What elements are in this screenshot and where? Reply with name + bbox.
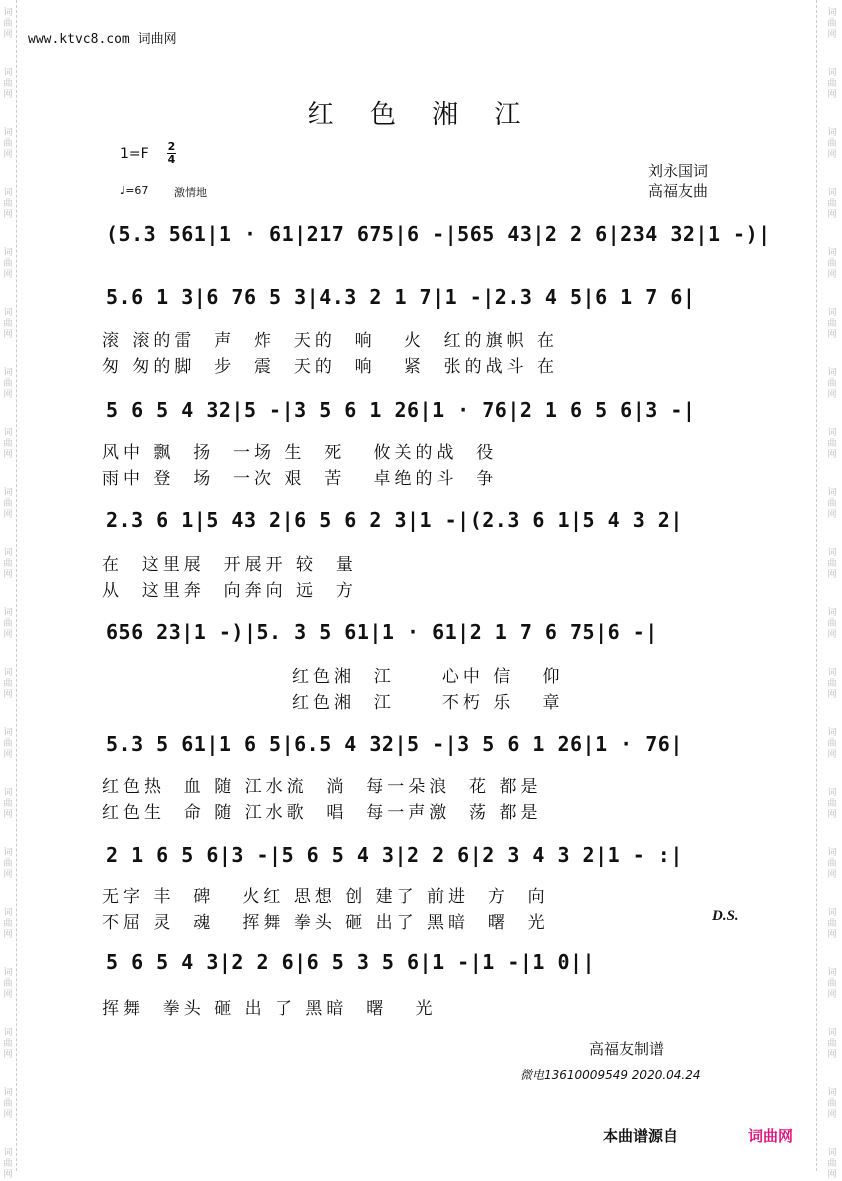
watermark-glyph: 网 — [827, 450, 837, 460]
watermark-mark — [2, 1088, 14, 1121]
watermark-mark — [826, 8, 838, 41]
watermark-glyph: 网 — [827, 810, 837, 820]
watermark-mark — [2, 668, 14, 701]
lyric-line: 在 这里展 开展开 较 量 — [102, 555, 357, 575]
watermark-glyph: 网 — [827, 570, 837, 580]
watermark-mark — [2, 848, 14, 881]
watermark-glyph: 词 — [827, 608, 837, 618]
watermark-glyph: 网 — [827, 990, 837, 1000]
watermark-glyph: 网 — [827, 870, 837, 880]
watermark-mark — [2, 428, 14, 461]
watermark-glyph: 词 — [3, 608, 13, 618]
watermark-glyph: 曲 — [827, 919, 837, 929]
watermark-glyph: 词 — [3, 848, 13, 858]
contact-info: 微电13610009549 2020.04.24 — [520, 1068, 701, 1082]
watermark-glyph: 曲 — [3, 319, 13, 329]
watermark-glyph: 词 — [827, 68, 837, 78]
watermark-mark — [826, 1088, 838, 1121]
watermark-glyph: 曲 — [827, 859, 837, 869]
watermark-glyph: 词 — [3, 128, 13, 138]
watermark-glyph: 曲 — [3, 919, 13, 929]
watermark-mark — [826, 368, 838, 401]
watermark-mark — [826, 788, 838, 821]
watermark-glyph: 网 — [3, 750, 13, 760]
notation-line: 5 6 5 4 3|2 2 6|6 5 3 5 6|1 -|1 -|1 0|| — [106, 950, 596, 974]
key-signature: 1=F — [120, 146, 149, 162]
watermark-mark — [826, 668, 838, 701]
watermark-glyph: 网 — [3, 690, 13, 700]
watermark-glyph: 曲 — [3, 1159, 13, 1169]
time-signature — [167, 142, 176, 165]
watermark-glyph: 网 — [827, 150, 837, 160]
watermark-glyph: 词 — [3, 248, 13, 258]
watermark-glyph: 曲 — [827, 559, 837, 569]
watermark-glyph: 网 — [3, 270, 13, 280]
watermark-glyph: 词 — [827, 1148, 837, 1158]
watermark-glyph: 词 — [3, 368, 13, 378]
watermark-glyph: 网 — [827, 930, 837, 940]
watermark-mark — [2, 308, 14, 341]
watermark-glyph: 网 — [3, 210, 13, 220]
watermark-glyph: 曲 — [3, 739, 13, 749]
watermark-glyph: 网 — [827, 90, 837, 100]
watermark-glyph: 词 — [827, 968, 837, 978]
watermark-glyph: 网 — [3, 570, 13, 580]
lyric-line: 红色湘 江 不朽 乐 章 — [292, 693, 564, 713]
brand-logo[interactable]: 词曲网 — [748, 1127, 794, 1145]
watermark-mark — [2, 248, 14, 281]
watermark-glyph: 词 — [827, 788, 837, 798]
watermark-glyph: 词 — [827, 848, 837, 858]
lyricist-credit: 刘永国词 — [648, 162, 709, 180]
watermark-mark — [2, 788, 14, 821]
watermark-glyph: 曲 — [827, 199, 837, 209]
watermark-glyph: 网 — [3, 930, 13, 940]
watermark-mark — [2, 188, 14, 221]
lyric-line: 滚 滚的雷 声 炸 天的 响 火 红的旗帜 在 — [102, 331, 559, 351]
watermark-glyph: 曲 — [3, 79, 13, 89]
watermark-mark — [2, 488, 14, 521]
watermark-mark — [826, 548, 838, 581]
tempo-mark: ♩=67 — [120, 184, 149, 197]
composer-credit: 高福友曲 — [648, 182, 709, 200]
watermark-glyph: 词 — [3, 788, 13, 798]
watermark-glyph: 网 — [3, 150, 13, 160]
watermark-mark — [826, 308, 838, 341]
watermark-glyph: 词 — [827, 1028, 837, 1038]
watermark-glyph: 词 — [827, 368, 837, 378]
watermark-glyph: 词 — [3, 488, 13, 498]
lyric-line: 雨中 登 场 一次 艰 苦 卓绝的斗 争 — [102, 469, 498, 489]
watermark-glyph: 曲 — [827, 1039, 837, 1049]
watermark-glyph: 词 — [827, 128, 837, 138]
watermark-mark — [2, 908, 14, 941]
watermark-glyph: 网 — [827, 1170, 837, 1180]
watermark-glyph: 网 — [3, 390, 13, 400]
watermark-mark — [2, 8, 14, 41]
left-margin-line — [16, 0, 17, 1171]
lyric-line: 从 这里奔 向奔向 远 方 — [102, 581, 357, 601]
watermark-glyph: 曲 — [827, 739, 837, 749]
watermark-glyph: 曲 — [827, 319, 837, 329]
watermark-glyph: 网 — [827, 1110, 837, 1120]
watermark-glyph: 网 — [3, 870, 13, 880]
score-maker: 高福友制谱 — [589, 1040, 665, 1058]
notation-line: 5.6 1 3|6 76 5 3|4.3 2 1 7|1 -|2.3 4 5|6 1 7 6| — [106, 285, 696, 309]
lyric-line: 红色热 血 随 江水流 淌 每一朵浪 花 都是 — [102, 777, 542, 797]
watermark-glyph: 词 — [827, 548, 837, 558]
watermark-glyph: 词 — [3, 428, 13, 438]
watermark-glyph: 曲 — [827, 979, 837, 989]
watermark-glyph: 曲 — [3, 439, 13, 449]
watermark-glyph: 曲 — [3, 1039, 13, 1049]
watermark-glyph: 词 — [3, 1088, 13, 1098]
watermark-mark — [826, 968, 838, 1001]
watermark-glyph: 曲 — [827, 259, 837, 269]
watermark-glyph: 网 — [3, 1110, 13, 1120]
lyric-line: 无字 丰 碑 火红 思想 创 建了 前进 方 向 — [102, 887, 549, 907]
watermark-glyph: 曲 — [3, 499, 13, 509]
watermark-mark — [826, 1028, 838, 1061]
watermark-glyph: 网 — [3, 990, 13, 1000]
watermark-glyph: 网 — [827, 690, 837, 700]
watermark-glyph: 词 — [827, 428, 837, 438]
watermark-glyph: 曲 — [3, 619, 13, 629]
watermark-mark — [2, 1148, 14, 1181]
watermark-glyph: 词 — [3, 968, 13, 978]
watermark-glyph: 曲 — [3, 199, 13, 209]
watermark-glyph: 曲 — [3, 139, 13, 149]
notation-line: 2.3 6 1|5 43 2|6 5 6 2 3|1 -|(2.3 6 1|5 4 3 2| — [106, 508, 683, 532]
watermark-mark — [826, 428, 838, 461]
site-url[interactable]: www.ktvc8.com 词曲网 — [28, 32, 177, 47]
watermark-glyph: 词 — [827, 908, 837, 918]
watermark-glyph: 词 — [827, 188, 837, 198]
watermark-glyph: 曲 — [827, 499, 837, 509]
watermark-mark — [2, 548, 14, 581]
watermark-glyph: 词 — [3, 908, 13, 918]
time-top: 2 — [167, 140, 176, 153]
watermark-glyph: 曲 — [827, 19, 837, 29]
watermark-glyph: 曲 — [3, 1099, 13, 1109]
watermark-glyph: 曲 — [827, 799, 837, 809]
watermark-glyph: 网 — [3, 90, 13, 100]
watermark-glyph: 曲 — [827, 379, 837, 389]
watermark-glyph: 词 — [3, 68, 13, 78]
watermark-glyph: 曲 — [3, 19, 13, 29]
expression-mark: 激情地 — [174, 186, 207, 199]
watermark-glyph: 曲 — [3, 859, 13, 869]
watermark-glyph: 曲 — [827, 679, 837, 689]
watermark-mark — [826, 608, 838, 641]
watermark-glyph: 网 — [3, 630, 13, 640]
watermark-glyph: 网 — [3, 810, 13, 820]
watermark-mark — [2, 128, 14, 161]
watermark-glyph: 网 — [3, 30, 13, 40]
watermark-glyph: 网 — [3, 1050, 13, 1060]
lyric-line: 红色生 命 随 江水歌 唱 每一声激 荡 都是 — [102, 803, 542, 823]
notation-line: 5 6 5 4 32|5 -|3 5 6 1 26|1 · 76|2 1 6 5 6|3 -| — [106, 398, 696, 422]
watermark-glyph: 词 — [827, 248, 837, 258]
watermark-glyph: 网 — [827, 1050, 837, 1060]
watermark-mark — [826, 188, 838, 221]
watermark-glyph: 曲 — [827, 1159, 837, 1169]
lyric-line: 风中 飘 扬 一场 生 死 攸关的战 役 — [102, 443, 498, 463]
watermark-mark — [2, 368, 14, 401]
source-label: 本曲谱源自 — [603, 1127, 679, 1145]
watermark-glyph: 曲 — [3, 379, 13, 389]
time-bottom: 4 — [167, 153, 176, 166]
watermark-mark — [826, 728, 838, 761]
notation-line: 5.3 5 61|1 6 5|6.5 4 32|5 -|3 5 6 1 26|1 · 76| — [106, 732, 683, 756]
watermark-glyph: 词 — [3, 668, 13, 678]
lyric-line: 红色湘 江 心中 信 仰 — [292, 667, 564, 687]
watermark-glyph: 曲 — [3, 559, 13, 569]
watermark-glyph: 词 — [827, 488, 837, 498]
watermark-glyph: 词 — [827, 8, 837, 18]
watermark-glyph: 曲 — [827, 79, 837, 89]
watermark-glyph: 网 — [827, 390, 837, 400]
ds-mark: D.S. — [712, 908, 739, 924]
watermark-glyph: 词 — [3, 728, 13, 738]
watermark-mark — [826, 248, 838, 281]
notation-line: (5.3 561|1 · 61|217 675|6 -|565 43|2 2 6|234 32|1 -)| — [106, 222, 771, 246]
watermark-glyph: 网 — [827, 270, 837, 280]
watermark-glyph: 网 — [827, 750, 837, 760]
watermark-glyph: 词 — [3, 308, 13, 318]
watermark-mark — [826, 1148, 838, 1181]
notation-line: 656 23|1 -)|5. 3 5 61|1 · 61|2 1 7 6 75|6 -| — [106, 620, 658, 644]
watermark-mark — [826, 848, 838, 881]
watermark-glyph: 曲 — [3, 259, 13, 269]
watermark-glyph: 曲 — [3, 979, 13, 989]
lyric-line: 匆 匆的脚 步 震 天的 响 紧 张的战斗 在 — [102, 357, 559, 377]
watermark-mark — [2, 728, 14, 761]
watermark-glyph: 网 — [3, 450, 13, 460]
watermark-glyph: 词 — [3, 1148, 13, 1158]
watermark-glyph: 曲 — [3, 799, 13, 809]
watermark-mark — [826, 908, 838, 941]
watermark-glyph: 网 — [827, 510, 837, 520]
watermark-glyph: 词 — [827, 728, 837, 738]
watermark-glyph: 词 — [3, 188, 13, 198]
watermark-mark — [2, 1028, 14, 1061]
watermark-glyph: 词 — [827, 668, 837, 678]
song-title: 红 色 湘 江 — [307, 100, 535, 130]
watermark-glyph: 曲 — [827, 439, 837, 449]
watermark-glyph: 词 — [3, 548, 13, 558]
watermark-glyph: 网 — [3, 1170, 13, 1180]
watermark-glyph: 曲 — [3, 679, 13, 689]
lyric-line: 不屈 灵 魂 挥舞 拳头 砸 出了 黑暗 曙 光 — [102, 913, 549, 933]
watermark-mark — [826, 488, 838, 521]
watermark-glyph: 曲 — [827, 619, 837, 629]
watermark-glyph: 网 — [3, 510, 13, 520]
watermark-glyph: 网 — [827, 630, 837, 640]
watermark-glyph: 词 — [827, 308, 837, 318]
watermark-glyph: 网 — [3, 330, 13, 340]
watermark-mark — [2, 608, 14, 641]
lyric-line: 挥舞 拳头 砸 出 了 黑暗 曙 光 — [102, 999, 437, 1019]
watermark-glyph: 词 — [3, 1028, 13, 1038]
notation-line: 2 1 6 5 6|3 -|5 6 5 4 3|2 2 6|2 3 4 3 2|1 - :| — [106, 843, 683, 867]
watermark-glyph: 曲 — [827, 139, 837, 149]
watermark-glyph: 网 — [827, 210, 837, 220]
watermark-glyph: 词 — [3, 8, 13, 18]
watermark-mark — [826, 128, 838, 161]
watermark-mark — [2, 968, 14, 1001]
watermark-glyph: 网 — [827, 30, 837, 40]
watermark-glyph: 曲 — [827, 1099, 837, 1109]
watermark-glyph: 词 — [827, 1088, 837, 1098]
watermark-glyph: 网 — [827, 330, 837, 340]
